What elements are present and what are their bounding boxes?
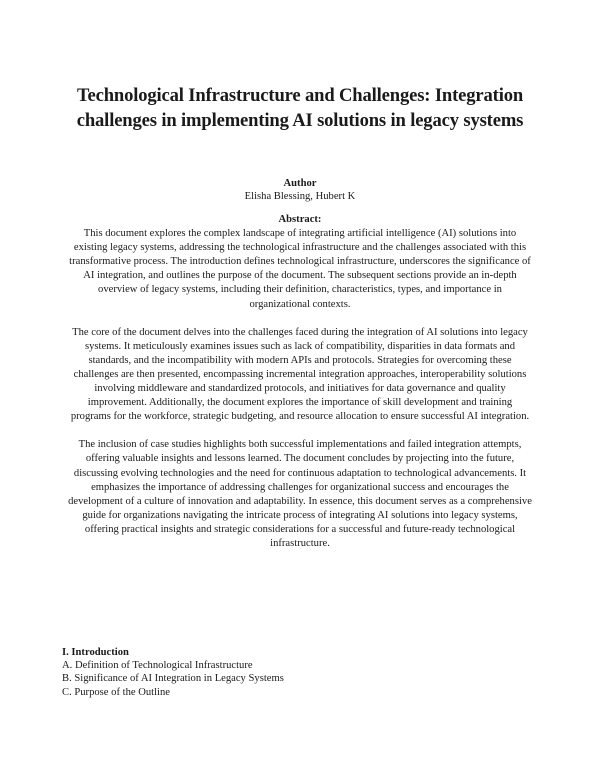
section-heading-introduction: I. Introduction	[62, 647, 129, 658]
author-label: Author	[283, 178, 317, 189]
outline-section	[62, 646, 542, 699]
abstract-paragraph-2: The core of the document delves into the challenges faced during the integration of AI solutions into legacy systems. It meticulously examines issues such as lack of compatibility, disparities in data formats and standards, and the incompatibility with modern APIs and protocols. Strategies for overcoming these challenges are then presented, encompassing incremental integration approaches, interoperability solutions involving middleware and standardized protocols, and initiatives for data governance and quality improvement. Additionally, the document explores the importance of skill development and training programs for the workforce, strategic budgeting, and resource allocation to ensure successful AI integration.	[70, 326, 530, 423]
author-names: Elisha Blessing, Hubert K	[244, 191, 356, 202]
abstract-paragraph-1: This document explores the complex landscape of integrating artificial intelligence (AI) solutions into existing legacy systems, addressing the technological infrastructure and the challenges associated with this transformative process. The introduction defines technological infrastructure, underscores the significance of AI integration, and outlines the purpose of the document. The subsequent sections provide an in-depth overview of legacy systems, including their definition, characteristics, types, and importance in organizational contexts.	[69, 228, 531, 310]
abstract-section	[68, 213, 532, 565]
abstract-paragraph-3: The inclusion of case studies highlights both successful implementations and failed integration attempts, offering valuable insights and lessons learned. The document concludes by projecting into the future, discussing evolving technologies and the need for continuous adaptation to technological advancements. It emphasizes the importance of addressing challenges for organizational success and encourages the development of a culture of innovation and adaptability. In essence, this document serves as a comprehensive guide for organizations navigating the intricate process of integrating AI solutions into legacy systems, offering practical insights and strategic considerations for a successful and future-ready technological infrastructure.	[68, 439, 532, 549]
abstract-heading: Abstract:	[278, 214, 322, 225]
page-title: Technological Infrastructure and Challenges: Integration challenges in implementing AI solutions in legacy systems	[76, 85, 524, 131]
author-block	[60, 177, 540, 203]
outline-item-a: A. Definition of Technological Infrastructure	[62, 660, 253, 672]
outline-item-c: C. Purpose of the Outline	[62, 686, 170, 698]
outline-item-b: B. Significance of AI Integration in Legacy Systems	[62, 673, 284, 685]
